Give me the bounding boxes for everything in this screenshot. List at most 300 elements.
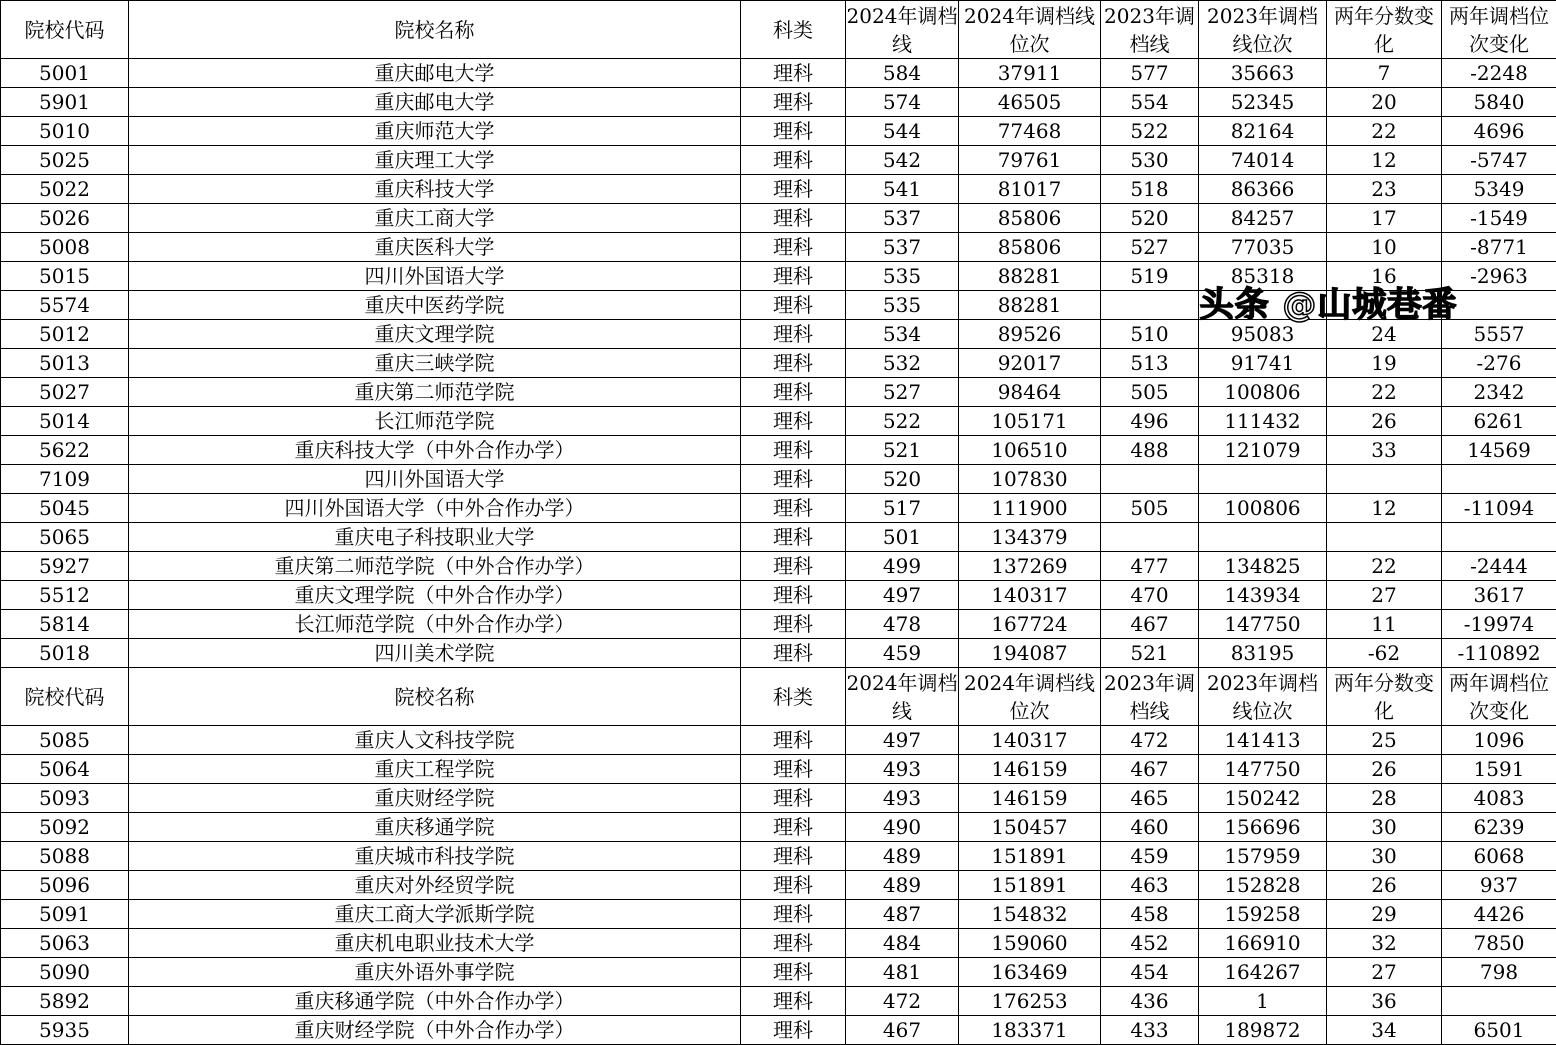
score-change-cell: 34 (1327, 1016, 1442, 1045)
score-2024-cell: 544 (846, 117, 959, 146)
score-2023-cell: 510 (1101, 320, 1199, 349)
school-code-cell: 5026 (1, 204, 129, 233)
score-2023-cell: 521 (1101, 639, 1199, 668)
rank-2023-cell: 1 (1199, 987, 1327, 1016)
rank-2023-cell: 95083 (1199, 320, 1327, 349)
rank-2024-cell: 89526 (959, 320, 1101, 349)
score-2024-cell: 535 (846, 262, 959, 291)
score-2023-cell: 530 (1101, 146, 1199, 175)
rank-2024-cell: 37911 (959, 59, 1101, 88)
subject-type-cell: 理科 (741, 958, 846, 987)
rank-2023-cell (1199, 465, 1327, 494)
school-code-cell: 5063 (1, 929, 129, 958)
rank-change-cell: 798 (1442, 958, 1556, 987)
rank-2023-cell: 143934 (1199, 581, 1327, 610)
school-name-cell: 重庆移通学院 (129, 813, 741, 842)
rank-2024-cell: 106510 (959, 436, 1101, 465)
rank-2023-cell (1199, 523, 1327, 552)
school-code-cell: 5093 (1, 784, 129, 813)
rank-change-cell: -1549 (1442, 204, 1556, 233)
rank-2023-cell: 86366 (1199, 175, 1327, 204)
subject-type-cell: 理科 (741, 378, 846, 407)
score-change-cell: 27 (1327, 581, 1442, 610)
table-row (1, 900, 1556, 929)
score-2024-cell: 520 (846, 465, 959, 494)
rank-change-cell: -2444 (1442, 552, 1556, 581)
rank-2024-cell: 98464 (959, 378, 1101, 407)
score-change-cell: 17 (1327, 204, 1442, 233)
table-row (1, 1016, 1556, 1045)
rank-2024-cell: 81017 (959, 175, 1101, 204)
rank-change-cell: 6501 (1442, 1016, 1556, 1045)
school-name-cell: 重庆工商大学派斯学院 (129, 900, 741, 929)
rank-2023-cell: 156696 (1199, 813, 1327, 842)
rank-2023-cell: 189872 (1199, 1016, 1327, 1045)
header-school-code: 院校代码 (1, 1, 129, 59)
score-2023-cell: 518 (1101, 175, 1199, 204)
school-code-cell: 5013 (1, 349, 129, 378)
table-row (1, 175, 1556, 204)
school-code-cell: 5025 (1, 146, 129, 175)
rank-2024-cell: 146159 (959, 755, 1101, 784)
rank-2024-cell: 151891 (959, 842, 1101, 871)
score-2024-cell: 489 (846, 842, 959, 871)
rank-change-cell: 5557 (1442, 320, 1556, 349)
score-change-cell: 26 (1327, 407, 1442, 436)
table-row (1, 726, 1556, 755)
school-name-cell: 重庆三峡学院 (129, 349, 741, 378)
school-code-cell: 5065 (1, 523, 129, 552)
rank-2024-cell: 46505 (959, 88, 1101, 117)
school-code-cell: 5014 (1, 407, 129, 436)
table-row (1, 146, 1556, 175)
score-2024-cell: 584 (846, 59, 959, 88)
rank-change-cell: 937 (1442, 871, 1556, 900)
rank-2023-cell: 52345 (1199, 88, 1327, 117)
school-code-cell: 5064 (1, 755, 129, 784)
score-2023-cell: 505 (1101, 494, 1199, 523)
score-change-cell: 16 (1327, 262, 1442, 291)
subject-type-cell: 理科 (741, 117, 846, 146)
score-2023-cell: 454 (1101, 958, 1199, 987)
rank-2024-cell: 137269 (959, 552, 1101, 581)
table-row (1, 204, 1556, 233)
rank-change-cell: 1591 (1442, 755, 1556, 784)
school-code-cell: 5814 (1, 610, 129, 639)
header-subject-type: 科类 (741, 1, 846, 59)
table-row (1, 581, 1556, 610)
rank-change-cell: 2342 (1442, 378, 1556, 407)
score-2023-cell (1101, 291, 1199, 320)
rank-2024-cell: 140317 (959, 726, 1101, 755)
school-name-cell: 四川外国语大学（中外合作办学） (129, 494, 741, 523)
score-2024-cell: 497 (846, 581, 959, 610)
score-2024-cell: 493 (846, 784, 959, 813)
score-2023-cell: 458 (1101, 900, 1199, 929)
score-2023-cell: 505 (1101, 378, 1199, 407)
rank-2023-cell: 85318 (1199, 262, 1327, 291)
score-change-cell: 29 (1327, 900, 1442, 929)
rank-change-cell: 6261 (1442, 407, 1556, 436)
rank-2023-cell: 147750 (1199, 755, 1327, 784)
table-header-row (1, 1, 1556, 59)
table-row (1, 494, 1556, 523)
table-row (1, 407, 1556, 436)
table-row (1, 233, 1556, 262)
subject-type-cell: 理科 (741, 204, 846, 233)
table-row (1, 436, 1556, 465)
table-row (1, 784, 1556, 813)
school-code-cell: 5001 (1, 59, 129, 88)
school-name-cell: 重庆文理学院 (129, 320, 741, 349)
score-change-cell: 22 (1327, 378, 1442, 407)
rank-2023-cell: 83195 (1199, 639, 1327, 668)
subject-type-cell: 理科 (741, 146, 846, 175)
rank-change-cell (1442, 291, 1556, 320)
score-2023-cell (1101, 465, 1199, 494)
table-row (1, 755, 1556, 784)
school-name-cell: 重庆邮电大学 (129, 59, 741, 88)
rank-2024-cell: 183371 (959, 1016, 1101, 1045)
score-2024-cell: 537 (846, 233, 959, 262)
header-score-2023: 2023年调档线 (1101, 668, 1199, 726)
school-code-cell: 5622 (1, 436, 129, 465)
score-2024-cell: 527 (846, 378, 959, 407)
score-2023-cell (1101, 523, 1199, 552)
rank-2023-cell: 82164 (1199, 117, 1327, 146)
header-school-name: 院校名称 (129, 668, 741, 726)
score-change-cell: 25 (1327, 726, 1442, 755)
score-change-cell: 7 (1327, 59, 1442, 88)
score-2023-cell: 460 (1101, 813, 1199, 842)
rank-change-cell: -19974 (1442, 610, 1556, 639)
header-school-name: 院校名称 (129, 1, 741, 59)
subject-type-cell: 理科 (741, 407, 846, 436)
school-name-cell: 重庆财经学院 (129, 784, 741, 813)
subject-type-cell: 理科 (741, 465, 846, 494)
school-code-cell: 5096 (1, 871, 129, 900)
subject-type-cell: 理科 (741, 871, 846, 900)
subject-type-cell: 理科 (741, 610, 846, 639)
rank-2023-cell: 152828 (1199, 871, 1327, 900)
score-change-cell: 12 (1327, 494, 1442, 523)
rank-change-cell: -2963 (1442, 262, 1556, 291)
school-code-cell: 5085 (1, 726, 129, 755)
score-change-cell: 12 (1327, 146, 1442, 175)
score-2023-cell: 459 (1101, 842, 1199, 871)
score-2023-cell: 577 (1101, 59, 1199, 88)
school-name-cell: 长江师范学院（中外合作办学） (129, 610, 741, 639)
table-header-row (1, 668, 1556, 726)
rank-change-cell (1442, 987, 1556, 1016)
subject-type-cell: 理科 (741, 813, 846, 842)
score-2023-cell: 472 (1101, 726, 1199, 755)
school-name-cell: 重庆人文科技学院 (129, 726, 741, 755)
school-code-cell: 5018 (1, 639, 129, 668)
school-name-cell: 重庆科技大学（中外合作办学） (129, 436, 741, 465)
school-code-cell: 5045 (1, 494, 129, 523)
rank-2023-cell: 157959 (1199, 842, 1327, 871)
watermark: 头条 @山城巷番 (1199, 285, 1458, 325)
score-2024-cell: 478 (846, 610, 959, 639)
rank-change-cell: 5840 (1442, 88, 1556, 117)
rank-2024-cell: 146159 (959, 784, 1101, 813)
rank-2024-cell: 140317 (959, 581, 1101, 610)
score-2024-cell: 532 (846, 349, 959, 378)
score-2023-cell: 522 (1101, 117, 1199, 146)
score-2024-cell: 537 (846, 204, 959, 233)
subject-type-cell: 理科 (741, 755, 846, 784)
score-2024-cell: 517 (846, 494, 959, 523)
score-2023-cell: 513 (1101, 349, 1199, 378)
school-name-cell: 重庆对外经贸学院 (129, 871, 741, 900)
rank-change-cell (1442, 523, 1556, 552)
table-row (1, 987, 1556, 1016)
rank-2023-cell: 159258 (1199, 900, 1327, 929)
table-row (1, 88, 1556, 117)
rank-change-cell: 4426 (1442, 900, 1556, 929)
rank-2024-cell: 194087 (959, 639, 1101, 668)
school-name-cell: 重庆文理学院（中外合作办学） (129, 581, 741, 610)
subject-type-cell: 理科 (741, 262, 846, 291)
score-2024-cell: 522 (846, 407, 959, 436)
score-2023-cell: 477 (1101, 552, 1199, 581)
rank-change-cell: -276 (1442, 349, 1556, 378)
score-2024-cell: 459 (846, 639, 959, 668)
subject-type-cell: 理科 (741, 639, 846, 668)
rank-change-cell: 14569 (1442, 436, 1556, 465)
header-score-change: 两年分数变化 (1327, 668, 1442, 726)
school-name-cell: 四川美术学院 (129, 639, 741, 668)
header-rank-change: 两年调档位次变化 (1442, 668, 1556, 726)
rank-change-cell (1442, 465, 1556, 494)
score-2024-cell: 501 (846, 523, 959, 552)
school-code-cell: 5010 (1, 117, 129, 146)
rank-2023-cell: 134825 (1199, 552, 1327, 581)
score-change-cell: 30 (1327, 813, 1442, 842)
score-change-cell: 22 (1327, 117, 1442, 146)
school-name-cell: 重庆外语外事学院 (129, 958, 741, 987)
subject-type-cell: 理科 (741, 552, 846, 581)
score-change-cell: 11 (1327, 610, 1442, 639)
score-2023-cell: 488 (1101, 436, 1199, 465)
score-change-cell (1327, 465, 1442, 494)
rank-change-cell: 7850 (1442, 929, 1556, 958)
rank-2023-cell: 164267 (1199, 958, 1327, 987)
header-score-change: 两年分数变化 (1327, 1, 1442, 59)
rank-2024-cell: 92017 (959, 349, 1101, 378)
rank-2024-cell: 107830 (959, 465, 1101, 494)
score-2024-cell: 484 (846, 929, 959, 958)
school-code-cell: 5512 (1, 581, 129, 610)
school-name-cell: 四川外国语大学 (129, 262, 741, 291)
header-rank-change: 两年调档位次变化 (1442, 1, 1556, 59)
rank-2023-cell: 100806 (1199, 378, 1327, 407)
rank-2023-cell: 91741 (1199, 349, 1327, 378)
score-2023-cell: 463 (1101, 871, 1199, 900)
subject-type-cell: 理科 (741, 1016, 846, 1045)
rank-2023-cell: 35663 (1199, 59, 1327, 88)
header-score-2024: 2024年调档线 (846, 1, 959, 59)
subject-type-cell: 理科 (741, 233, 846, 262)
header-score-2024: 2024年调档线 (846, 668, 959, 726)
rank-2024-cell: 79761 (959, 146, 1101, 175)
rank-2024-cell: 85806 (959, 204, 1101, 233)
table-row (1, 378, 1556, 407)
score-2024-cell: 489 (846, 871, 959, 900)
score-2023-cell: 436 (1101, 987, 1199, 1016)
table-row (1, 349, 1556, 378)
subject-type-cell: 理科 (741, 494, 846, 523)
subject-type-cell: 理科 (741, 929, 846, 958)
rank-2024-cell: 105171 (959, 407, 1101, 436)
subject-type-cell: 理科 (741, 175, 846, 204)
subject-type-cell: 理科 (741, 291, 846, 320)
school-name-cell: 重庆城市科技学院 (129, 842, 741, 871)
score-2024-cell: 481 (846, 958, 959, 987)
score-2024-cell: 521 (846, 436, 959, 465)
school-code-cell: 5901 (1, 88, 129, 117)
school-code-cell: 5088 (1, 842, 129, 871)
school-name-cell: 重庆师范大学 (129, 117, 741, 146)
score-2023-cell: 452 (1101, 929, 1199, 958)
rank-change-cell: 3617 (1442, 581, 1556, 610)
rank-2024-cell: 150457 (959, 813, 1101, 842)
rank-2023-cell: 77035 (1199, 233, 1327, 262)
score-change-cell: 26 (1327, 755, 1442, 784)
table-row (1, 929, 1556, 958)
school-name-cell: 重庆工商大学 (129, 204, 741, 233)
score-2024-cell: 535 (846, 291, 959, 320)
table-row (1, 552, 1556, 581)
rank-2024-cell: 163469 (959, 958, 1101, 987)
score-2023-cell: 467 (1101, 755, 1199, 784)
subject-type-cell: 理科 (741, 349, 846, 378)
header-rank-2023: 2023年调档线位次 (1199, 1, 1327, 59)
score-change-cell: 10 (1327, 233, 1442, 262)
school-code-cell: 5015 (1, 262, 129, 291)
score-2024-cell: 490 (846, 813, 959, 842)
school-name-cell: 四川外国语大学 (129, 465, 741, 494)
rank-change-cell: -11094 (1442, 494, 1556, 523)
school-code-cell: 5574 (1, 291, 129, 320)
subject-type-cell: 理科 (741, 900, 846, 929)
score-2024-cell: 534 (846, 320, 959, 349)
rank-change-cell: 6068 (1442, 842, 1556, 871)
rank-change-cell: -2248 (1442, 59, 1556, 88)
rank-2023-cell: 147750 (1199, 610, 1327, 639)
subject-type-cell: 理科 (741, 784, 846, 813)
school-code-cell: 5091 (1, 900, 129, 929)
school-code-cell: 5092 (1, 813, 129, 842)
rank-2024-cell: 88281 (959, 262, 1101, 291)
score-2024-cell: 467 (846, 1016, 959, 1045)
rank-2023-cell: 111432 (1199, 407, 1327, 436)
school-code-cell: 5892 (1, 987, 129, 1016)
rank-2023-cell: 121079 (1199, 436, 1327, 465)
rank-change-cell: 4696 (1442, 117, 1556, 146)
rank-2024-cell: 134379 (959, 523, 1101, 552)
table-row (1, 465, 1556, 494)
table-row (1, 871, 1556, 900)
subject-type-cell: 理科 (741, 436, 846, 465)
rank-2023-cell: 166910 (1199, 929, 1327, 958)
subject-type-cell: 理科 (741, 59, 846, 88)
rank-change-cell: -8771 (1442, 233, 1556, 262)
score-2023-cell: 496 (1101, 407, 1199, 436)
score-2023-cell: 520 (1101, 204, 1199, 233)
school-name-cell: 重庆第二师范学院（中外合作办学） (129, 552, 741, 581)
school-name-cell: 重庆工程学院 (129, 755, 741, 784)
rank-2024-cell: 159060 (959, 929, 1101, 958)
subject-type-cell: 理科 (741, 320, 846, 349)
score-2024-cell: 487 (846, 900, 959, 929)
school-name-cell: 重庆电子科技职业大学 (129, 523, 741, 552)
rank-change-cell: 5349 (1442, 175, 1556, 204)
score-2023-cell: 465 (1101, 784, 1199, 813)
header-rank-2024: 2024年调档线位次 (959, 1, 1101, 59)
school-code-cell: 5022 (1, 175, 129, 204)
header-score-2023: 2023年调档线 (1101, 1, 1199, 59)
school-name-cell: 重庆机电职业技术大学 (129, 929, 741, 958)
rank-2024-cell: 88281 (959, 291, 1101, 320)
score-2024-cell: 497 (846, 726, 959, 755)
score-change-cell: 36 (1327, 987, 1442, 1016)
rank-2024-cell: 151891 (959, 871, 1101, 900)
subject-type-cell: 理科 (741, 726, 846, 755)
score-2023-cell: 527 (1101, 233, 1199, 262)
rank-2024-cell: 85806 (959, 233, 1101, 262)
rank-change-cell: 1096 (1442, 726, 1556, 755)
score-change-cell: 30 (1327, 842, 1442, 871)
rank-2023-cell: 84257 (1199, 204, 1327, 233)
score-2024-cell: 472 (846, 987, 959, 1016)
score-2023-cell: 470 (1101, 581, 1199, 610)
score-change-cell: 32 (1327, 929, 1442, 958)
table-row (1, 958, 1556, 987)
subject-type-cell: 理科 (741, 581, 846, 610)
rank-change-cell: -5747 (1442, 146, 1556, 175)
score-change-cell: 28 (1327, 784, 1442, 813)
subject-type-cell: 理科 (741, 88, 846, 117)
school-code-cell: 5008 (1, 233, 129, 262)
rank-2024-cell: 176253 (959, 987, 1101, 1016)
school-name-cell: 重庆中医药学院 (129, 291, 741, 320)
score-change-cell: 24 (1327, 320, 1442, 349)
school-code-cell: 5027 (1, 378, 129, 407)
rank-2024-cell: 167724 (959, 610, 1101, 639)
score-2023-cell: 519 (1101, 262, 1199, 291)
table-row (1, 59, 1556, 88)
header-school-code: 院校代码 (1, 668, 129, 726)
score-change-cell: 27 (1327, 958, 1442, 987)
score-change-cell: 19 (1327, 349, 1442, 378)
score-2023-cell: 433 (1101, 1016, 1199, 1045)
score-change-cell: -62 (1327, 639, 1442, 668)
school-name-cell: 重庆移通学院（中外合作办学） (129, 987, 741, 1016)
table-row (1, 117, 1556, 146)
score-change-cell: 20 (1327, 88, 1442, 117)
rank-2024-cell: 154832 (959, 900, 1101, 929)
school-name-cell: 重庆科技大学 (129, 175, 741, 204)
table-row (1, 842, 1556, 871)
school-name-cell: 重庆第二师范学院 (129, 378, 741, 407)
table-row (1, 523, 1556, 552)
score-change-cell: 33 (1327, 436, 1442, 465)
score-2024-cell: 574 (846, 88, 959, 117)
school-name-cell: 重庆医科大学 (129, 233, 741, 262)
score-change-cell (1327, 523, 1442, 552)
